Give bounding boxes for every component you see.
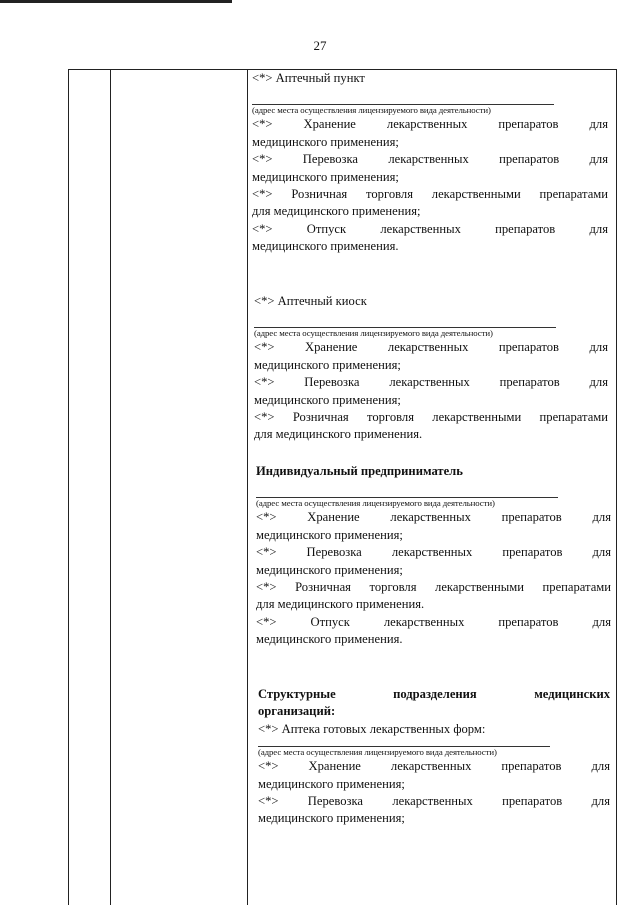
section-pharmacy-point xyxy=(252,70,608,256)
address-field xyxy=(254,327,608,339)
item-line: для медицинского применения. xyxy=(256,597,425,612)
license-item xyxy=(252,186,608,221)
item-line: <*> Хранение лекарственных препаратов для xyxy=(254,340,608,355)
item-line: <*> Отпуск лекарственных препаратов для xyxy=(256,614,611,629)
item-line: <*> Перевозка лекарственных препаратов для xyxy=(258,794,610,809)
item-line: медицинского применения; xyxy=(254,392,401,407)
item-line: <*> Хранение лекарственных препаратов для xyxy=(252,117,608,132)
item-line: медицинского применения. xyxy=(256,632,403,647)
item-line: медицинского применения; xyxy=(256,562,403,577)
address-note: (адрес места осуществления лицензируемого вида деятельности) xyxy=(256,498,495,509)
license-item xyxy=(256,579,611,614)
item-line: <*> Хранение лекарственных препаратов для xyxy=(256,510,611,525)
section-title-continued: организаций: xyxy=(258,704,336,719)
section-title: <*> Аптечный киоск xyxy=(254,294,367,308)
item-line: медицинского применения; xyxy=(256,527,403,542)
address-note: (адрес места осуществления лицензируемого вида деятельности) xyxy=(254,328,493,339)
item-line: медицинского применения. xyxy=(252,239,399,254)
address-note: (адрес места осуществления лицензируемого вида деятельности) xyxy=(258,747,497,758)
item-line: <*> Розничная торговля лекарственными препаратами xyxy=(254,410,608,425)
license-item xyxy=(258,793,610,828)
license-item xyxy=(256,544,611,579)
item-line: <*> Розничная торговля лекарственными препаратами xyxy=(252,187,608,202)
address-field xyxy=(252,104,608,116)
item-line: <*> Отпуск лекарственных препаратов для xyxy=(252,221,608,236)
table-border-right xyxy=(616,69,617,905)
item-line: <*> Розничная торговля лекарственными препаратами xyxy=(256,580,611,595)
section-title: <*> Аптечный пункт xyxy=(252,71,365,85)
page-number: 27 xyxy=(313,38,327,53)
item-line: для медицинского применения. xyxy=(254,427,423,442)
section-individual-entrepreneur xyxy=(256,463,611,649)
item-line: <*> Перевозка лекарственных препаратов для xyxy=(256,545,611,560)
license-item xyxy=(254,374,608,409)
section-subtitle: <*> Аптека готовых лекарственных форм: xyxy=(258,721,486,736)
item-line: <*> Перевозка лекарственных препаратов для xyxy=(252,152,608,167)
license-item xyxy=(256,614,611,649)
license-item xyxy=(252,116,608,151)
address-field xyxy=(258,746,610,758)
section-pharmacy-kiosk xyxy=(254,293,608,444)
item-line: <*> Хранение лекарственных препаратов для xyxy=(258,759,610,774)
table-border-col1 xyxy=(110,69,111,905)
section-structural-divisions xyxy=(258,686,610,828)
item-line: медицинского применения; xyxy=(258,811,405,826)
top-rule xyxy=(0,0,232,3)
item-line: для медицинского применения; xyxy=(252,204,421,219)
license-item xyxy=(254,409,608,444)
license-item xyxy=(252,151,608,186)
section-title: Индивидуальный предприниматель xyxy=(256,464,463,478)
item-line: медицинского применения; xyxy=(252,134,399,149)
section-title: Структурные подразделения медицинских xyxy=(258,687,610,701)
license-item xyxy=(252,221,608,256)
item-line: медицинского применения; xyxy=(258,776,405,791)
address-note: (адрес места осуществления лицензируемого вида деятельности) xyxy=(252,105,491,116)
license-item xyxy=(254,339,608,374)
table-border-left xyxy=(68,69,69,905)
item-line: медицинского применения; xyxy=(254,357,401,372)
item-line: <*> Перевозка лекарственных препаратов для xyxy=(254,375,608,390)
item-line: медицинского применения; xyxy=(252,169,399,184)
license-item xyxy=(256,509,611,544)
address-field xyxy=(256,497,611,509)
table-border-col2 xyxy=(247,69,248,905)
license-item xyxy=(258,758,610,793)
